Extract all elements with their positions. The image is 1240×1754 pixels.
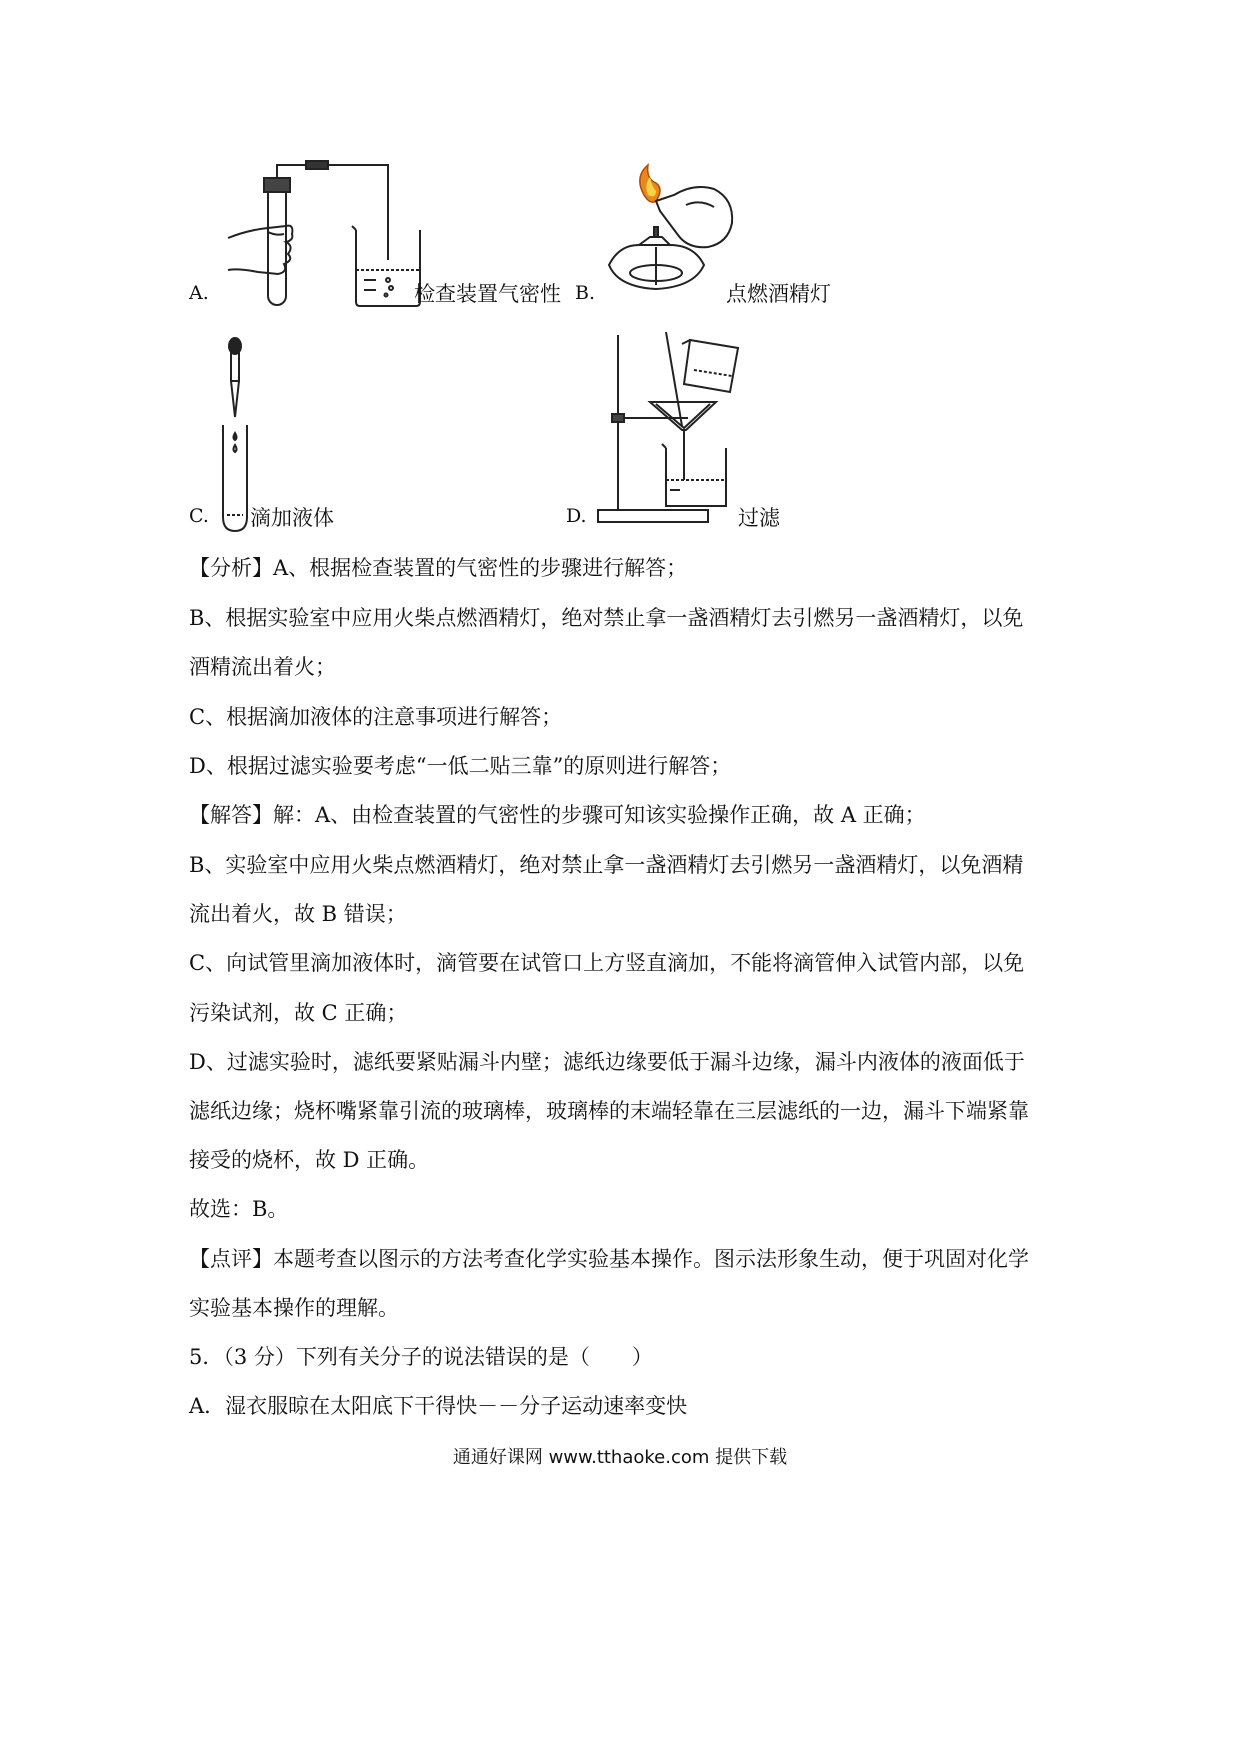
alcohol-lamp-lighting-illustration xyxy=(604,165,739,295)
solution-line-7: 滤纸边缘；烧杯嘴紧靠引流的玻璃棒，玻璃棒的末端轻靠在三层滤纸的一边，漏斗下端紧靠 xyxy=(189,1099,1029,1123)
airtightness-check-illustration xyxy=(228,150,428,310)
solution-line-6: D、过滤实验时，滤纸要紧贴漏斗内壁；滤纸边缘要低于漏斗边缘，漏斗内液体的液面低于 xyxy=(189,1050,1025,1074)
question-5-option-a: A．湿衣服晾在太阳底下干得快－－分子运动速率变快 xyxy=(189,1394,688,1418)
solution-line-1: 【解答】解：A、由检查装置的气密性的步骤可知该实验操作正确，故 A 正确； xyxy=(189,803,926,827)
solution-line-3: 流出着火，故 B 错误； xyxy=(189,902,407,926)
option-d-caption: 过滤 xyxy=(738,506,780,530)
solution-line-4: C、向试管里滴加液体时，滴管要在试管口上方竖直滴加，不能将滴管伸入试管内部，以免 xyxy=(189,951,1025,975)
analysis-line-5: D、根据过滤实验要考虑“一低二贴三靠”的原则进行解答； xyxy=(189,754,732,778)
option-d-letter: D. xyxy=(566,505,587,527)
page-footer: 通通好课网 www.tthaoke.com 提供下载 xyxy=(452,1447,788,1468)
analysis-line-4: C、根据滴加液体的注意事项进行解答； xyxy=(189,705,563,729)
analysis-line-3: 酒精流出着火； xyxy=(189,655,336,679)
analysis-line-2: B、根据实验室中应用火柴点燃酒精灯，绝对禁止拿一盏酒精灯去引燃另一盏酒精灯，以免 xyxy=(189,606,1024,630)
question-5-title: 5．（3 分）下列有关分子的说法错误的是（ ） xyxy=(189,1345,653,1369)
comment-line-1: 【点评】本题考查以图示的方法考查化学实验基本操作。图示法形象生动，便于巩固对化学 xyxy=(189,1247,1029,1271)
solution-line-5: 污染试剂，故 C 正确； xyxy=(189,1001,408,1025)
analysis-line-1: 【分析】A、根据检查装置的气密性的步骤进行解答； xyxy=(189,556,688,580)
option-c-caption: 滴加液体 xyxy=(250,506,334,530)
filtration-illustration xyxy=(598,330,748,525)
option-b-letter: B. xyxy=(575,282,596,304)
dropping-liquid-illustration xyxy=(215,337,255,532)
option-c-letter: C. xyxy=(189,505,209,527)
comment-line-2: 实验基本操作的理解。 xyxy=(189,1296,399,1320)
option-a-caption: 检查装置气密性 xyxy=(414,282,561,306)
option-b-caption: 点燃酒精灯 xyxy=(726,282,831,306)
answer-line: 故选：B。 xyxy=(189,1197,289,1221)
solution-line-8: 接受的烧杯，故 D 正确。 xyxy=(189,1148,430,1172)
solution-line-2: B、实验室中应用火柴点燃酒精灯，绝对禁止拿一盏酒精灯去引燃另一盏酒精灯，以免酒精 xyxy=(189,853,1024,877)
option-a-letter: A. xyxy=(189,282,209,304)
